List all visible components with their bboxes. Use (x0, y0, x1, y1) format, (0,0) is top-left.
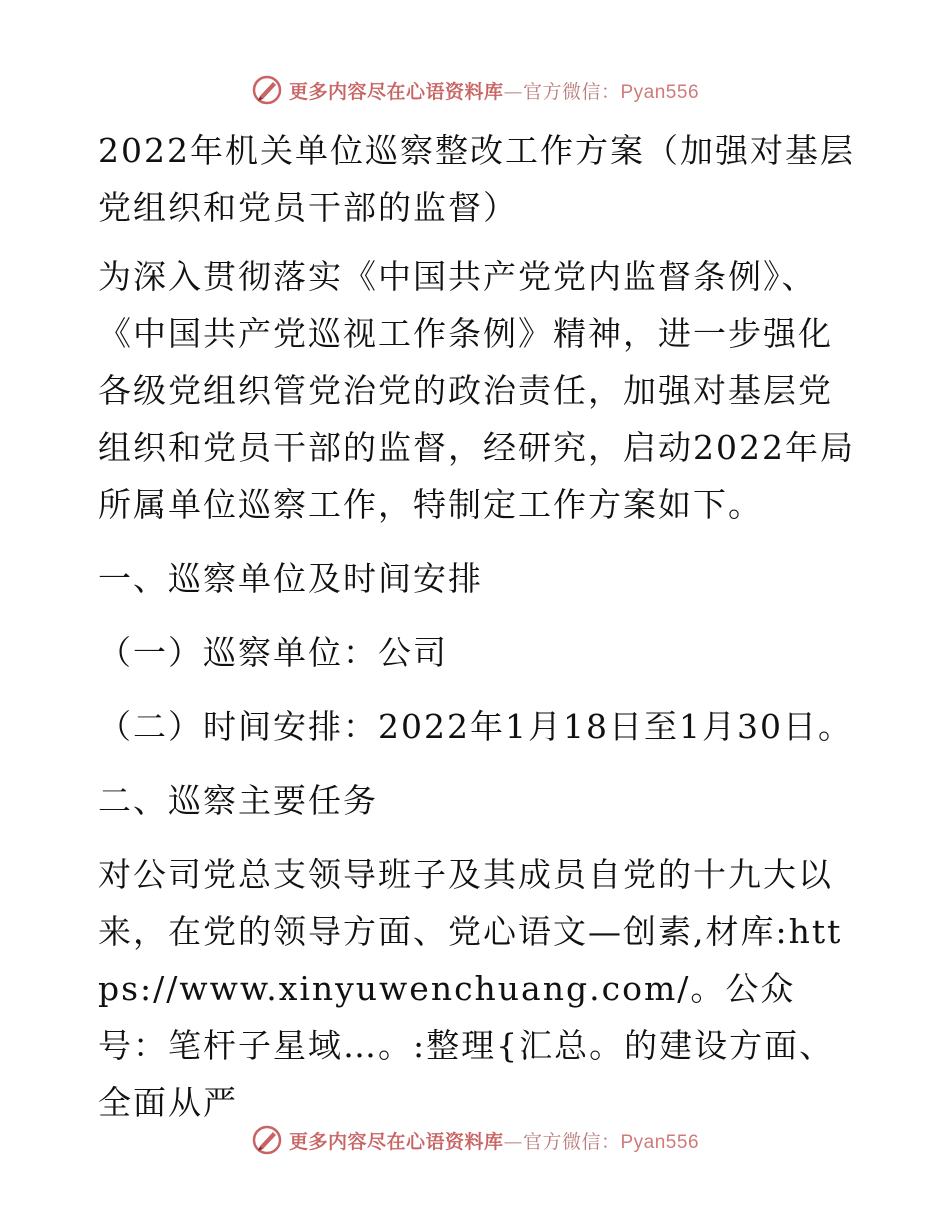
section-heading-1: 一、巡察单位及时间安排 (98, 559, 483, 598)
subsection-1-2: （二）时间安排：2022年1月18日至1月30日。 (98, 707, 853, 746)
header-banner-inner (251, 74, 699, 106)
banner-wechat-label: 官方微信： (522, 80, 621, 103)
document-body (98, 122, 858, 1131)
subsection-1-1: （一）巡察单位：公司 (98, 633, 448, 672)
banner-wechat-label: 官方微信： (522, 1130, 621, 1153)
footer-banner (0, 1120, 950, 1160)
paragraph-intro: 为深入贯彻落实《中国共产党党内监督条例》、《中国共产党巡视工作条例》精神，进一步强化各级党组织管党治党的政治责任，加强对基层党组织和党员干部的监督，经研究，启动2022年局所属单位巡察工作，特制定工作方案如下。 (98, 257, 855, 524)
footer-banner-text (289, 1127, 699, 1154)
banner-site-text: 更多内容尽在心语资料库 (288, 1130, 504, 1153)
header-banner-text (289, 77, 699, 104)
document-title: 2022年机关单位巡察整改工作方案（加强对基层党组织和党员干部的监督） (98, 131, 855, 227)
footer-banner-inner (251, 1124, 699, 1156)
banner-site-text: 更多内容尽在心语资料库 (288, 80, 504, 103)
header-banner (0, 70, 950, 110)
banner-account: Pyan556 (620, 81, 700, 103)
pen-logo-icon (251, 1124, 283, 1156)
banner-dash: — (503, 1130, 523, 1153)
pen-logo-icon (251, 74, 283, 106)
banner-account: Pyan556 (620, 1131, 700, 1153)
paragraph-tasks: 对公司党总支领导班子及其成员自党的十九大以来，在党的领导方面、党心语文—创素,材库:https://www.xinyuwenchuang.com/。公众号：笔杆子星域…。:整理{汇总。的建设方面、全面从严 (98, 855, 843, 1122)
section-heading-2: 二、巡察主要任务 (98, 781, 378, 820)
banner-dash: — (503, 80, 523, 103)
